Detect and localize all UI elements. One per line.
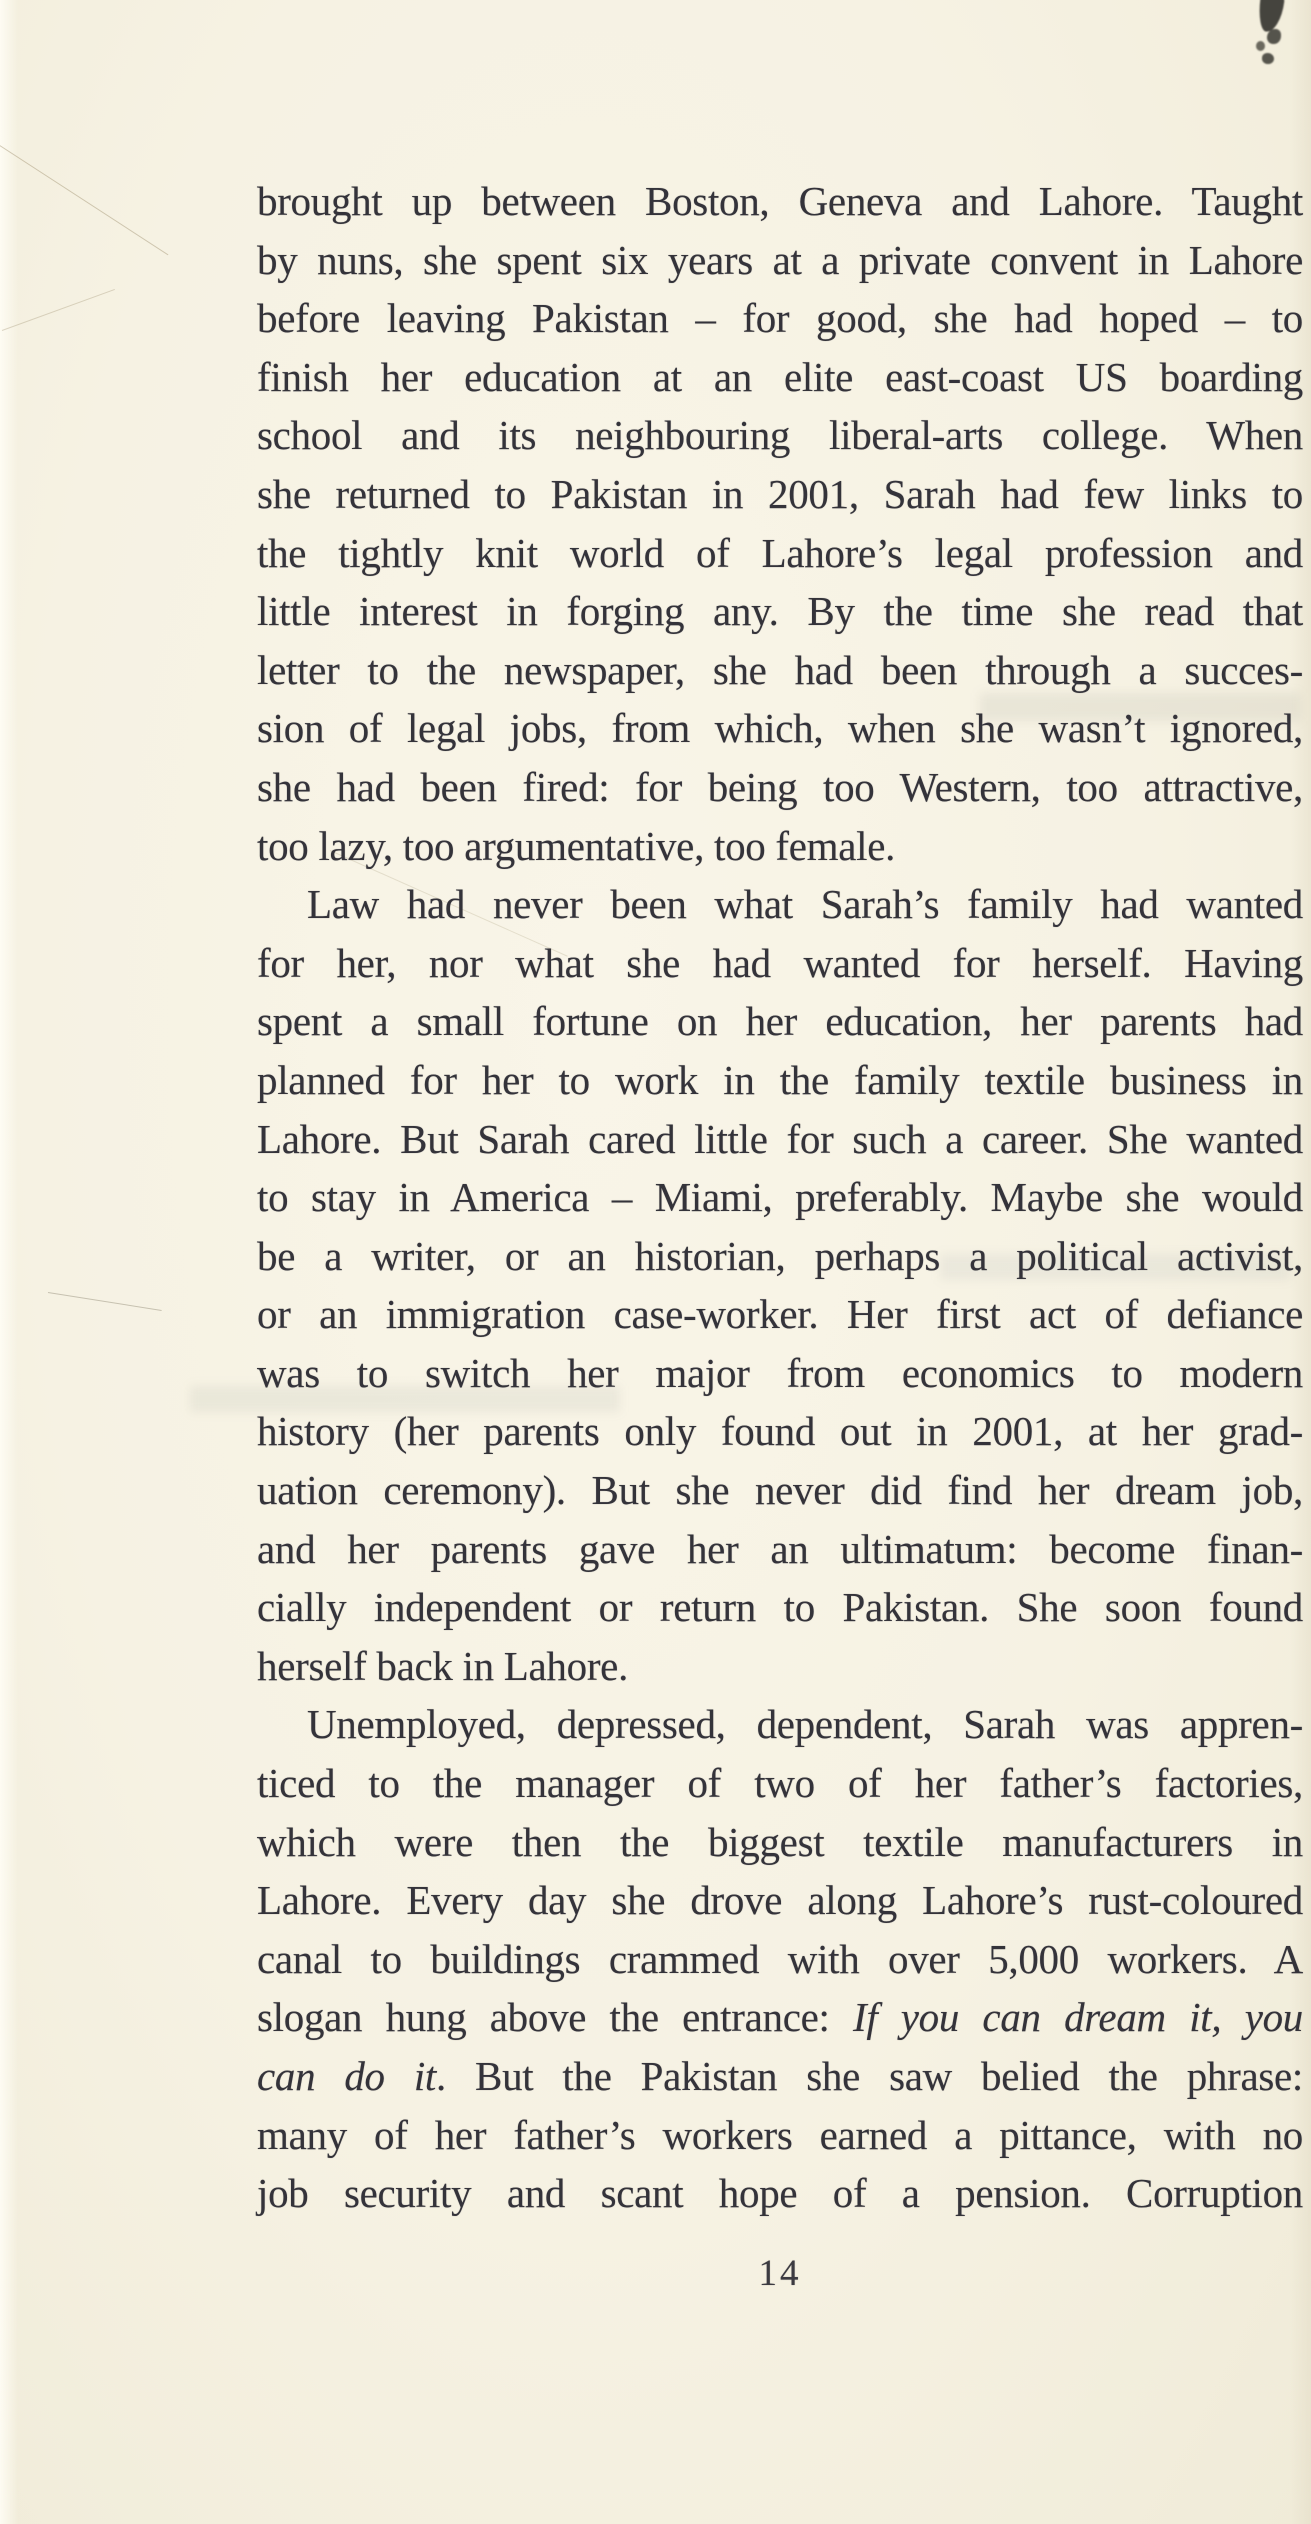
text-line: spent a small fortune on her education, her parents had xyxy=(257,998,1303,1045)
text-line: or an immigration case-worker. Her first act of defiance xyxy=(257,1291,1303,1338)
paragraph-3 xyxy=(257,1695,1303,2222)
paragraph-2 xyxy=(257,875,1303,1695)
text-segment: . But the Pakistan she saw belied the phrase: xyxy=(436,2053,1304,2099)
text-line: Unemployed, depressed, dependent, Sarah was appren- xyxy=(307,1701,1303,1748)
text-line: and her parents gave her an ultimatum: become finan- xyxy=(257,1525,1303,1572)
text-line: letter to the newspaper, she had been through a succes- xyxy=(257,646,1303,693)
text-line: cially independent or return to Pakistan. She soon found xyxy=(257,1584,1303,1631)
text-line: she returned to Pakistan in 2001, Sarah had few links to xyxy=(257,470,1303,517)
text-line: she had been fired: for being too Western, too attractive, xyxy=(257,763,1303,810)
ink-drop xyxy=(1262,53,1274,64)
text-line xyxy=(257,2047,1303,2106)
text-line: canal to buildings crammed with over 5,000 workers. A xyxy=(257,1935,1303,1982)
paragraph-1 xyxy=(257,172,1303,875)
body-text xyxy=(257,172,1303,2223)
ink-drop xyxy=(1256,41,1265,51)
paper-scratch xyxy=(48,1292,162,1311)
text-line: job security and scant hope of a pension. Corruption xyxy=(257,2170,1303,2217)
text-line: planned for her to work in the family textile business in xyxy=(257,1056,1303,1103)
text-line: little interest in forging any. By the time she read that xyxy=(257,588,1303,635)
ink-blot-tail xyxy=(1266,0,1275,16)
text-line: uation ceremony). But she never did find her dream job, xyxy=(257,1467,1303,1514)
text-line: was to switch her major from economics to modern xyxy=(257,1349,1303,1396)
text-line: many of her father’s workers earned a pittance, with no xyxy=(257,2111,1303,2158)
text-line: history (her parents only found out in 2001, at her grad- xyxy=(257,1408,1303,1455)
ink-blot-main xyxy=(1257,0,1286,33)
text-line: the tightly knit world of Lahore’s legal profession and xyxy=(257,529,1303,576)
ink-drop xyxy=(1267,29,1281,44)
text-line: brought up between Boston, Geneva and Lahore. Taught xyxy=(257,178,1303,224)
italic-slogan-segment: If you can dream it, you xyxy=(852,1994,1303,2041)
text-segment: slogan hung above the entrance: xyxy=(257,1994,853,2041)
text-line xyxy=(257,1988,1303,2047)
text-line: by nuns, she spent six years at a private convent in Lahore xyxy=(257,236,1303,283)
page-number: 14 xyxy=(758,2253,802,2294)
text-line: before leaving Pakistan – for good, she had hoped – to xyxy=(257,295,1303,342)
text-line: which were then the biggest textile manufacturers in xyxy=(257,1818,1303,1865)
text-line: finish her education at an elite east-coast US boarding xyxy=(257,353,1303,400)
paper-scratch xyxy=(0,140,168,255)
text-line: ticed to the manager of two of her father’s factories, xyxy=(257,1760,1303,1807)
text-line: too lazy, too argumentative, too female. xyxy=(257,822,896,869)
text-line: Lahore. Every day she drove along Lahore’s rust-coloured xyxy=(257,1877,1303,1924)
text-line: to stay in America – Miami, preferably. Maybe she would xyxy=(257,1174,1303,1221)
text-line: Lahore. But Sarah cared little for such a career. She wanted xyxy=(257,1115,1303,1162)
text-line: for her, nor what she had wanted for herself. Having xyxy=(257,939,1303,986)
text-line: school and its neighbouring liberal-arts college. When xyxy=(257,412,1303,459)
text-line: sion of legal jobs, from which, when she wasn’t ignored, xyxy=(257,705,1303,752)
paper-scratch xyxy=(2,289,115,331)
text-line: Law had never been what Sarah’s family had wanted xyxy=(307,881,1303,928)
text-line: be a writer, or an historian, perhaps a political activist, xyxy=(257,1232,1303,1279)
italic-slogan-segment: can do it xyxy=(257,2053,437,2099)
text-line: herself back in Lahore. xyxy=(257,1642,629,1689)
